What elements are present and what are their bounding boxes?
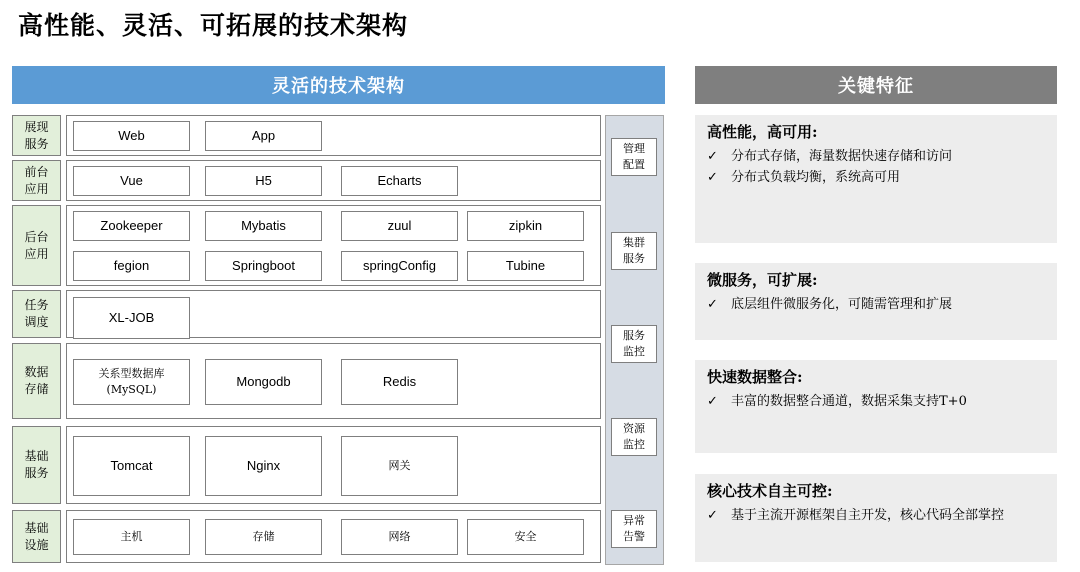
component-redis: Redis bbox=[341, 359, 458, 405]
component-storage: 存储 bbox=[205, 519, 322, 555]
check-icon: ✓ bbox=[707, 394, 718, 409]
feature-item: ✓ 分布式负载均衡，系统高可用 bbox=[707, 167, 1045, 188]
check-icon: ✓ bbox=[707, 297, 718, 312]
management-item-config: 管理配置 bbox=[611, 138, 657, 176]
component-xl-job: XL-JOB bbox=[73, 297, 190, 339]
feature-panel-performance bbox=[695, 115, 1057, 243]
component-app: App bbox=[205, 121, 322, 151]
feature-item: ✓ 基于主流开源框架自主开发，核心代码全部掌控 bbox=[707, 505, 1045, 526]
layer-label-base-services: 基础服务 bbox=[12, 426, 61, 504]
check-icon: ✓ bbox=[707, 508, 718, 523]
component-network: 网络 bbox=[341, 519, 458, 555]
feature-item: ✓ 丰富的数据整合通道，数据采集支持T+0 bbox=[707, 391, 1045, 412]
component-zuul: zuul bbox=[341, 211, 458, 241]
feature-title: 快速数据整合: bbox=[707, 368, 803, 386]
layer-label-infrastructure: 基础设施 bbox=[12, 510, 61, 563]
management-item-alert: 异常告警 bbox=[611, 510, 657, 548]
component-web: Web bbox=[73, 121, 190, 151]
feature-title: 微服务，可扩展: bbox=[707, 271, 818, 289]
architecture-header: 灵活的技术架构 bbox=[12, 66, 665, 104]
feature-panel-data-integration bbox=[695, 360, 1057, 453]
management-item-cluster: 集群服务 bbox=[611, 232, 657, 270]
feature-title: 高性能，高可用: bbox=[707, 123, 818, 141]
management-item-resource-monitor: 资源监控 bbox=[611, 418, 657, 456]
layer-label-scheduling: 任务调度 bbox=[12, 290, 61, 338]
component-zipkin: zipkin bbox=[467, 211, 584, 241]
component-zookeeper: Zookeeper bbox=[73, 211, 190, 241]
component-vue: Vue bbox=[73, 166, 190, 196]
feature-title: 核心技术自主可控: bbox=[707, 482, 833, 500]
component-springconfig: springConfig bbox=[341, 251, 458, 281]
layer-label-storage: 数据存储 bbox=[12, 343, 61, 419]
management-item-service-monitor: 服务监控 bbox=[611, 325, 657, 363]
layer-label-backend: 后台应用 bbox=[12, 205, 61, 286]
layer-label-presentation: 展现服务 bbox=[12, 115, 61, 156]
component-tomcat: Tomcat bbox=[73, 436, 190, 496]
features-header: 关键特征 bbox=[695, 66, 1057, 104]
component-echarts: Echarts bbox=[341, 166, 458, 196]
component-springboot: Springboot bbox=[205, 251, 322, 281]
feature-item: ✓ 分布式存储，海量数据快速存储和访问 bbox=[707, 146, 1045, 167]
component-tubine: Tubine bbox=[467, 251, 584, 281]
component-mybatis: Mybatis bbox=[205, 211, 322, 241]
component-mongodb: Mongodb bbox=[205, 359, 322, 405]
check-icon: ✓ bbox=[707, 170, 718, 185]
feature-item: ✓ 底层组件微服务化，可随需管理和扩展 bbox=[707, 294, 1045, 315]
feature-panel-autonomy bbox=[695, 474, 1057, 562]
layer-label-frontend: 前台应用 bbox=[12, 160, 61, 201]
component-h5: H5 bbox=[205, 166, 322, 196]
component-nginx: Nginx bbox=[205, 436, 322, 496]
component-host: 主机 bbox=[73, 519, 190, 555]
component-mysql: 关系型数据库 (MySQL) bbox=[73, 359, 190, 405]
check-icon: ✓ bbox=[707, 149, 718, 164]
page-title: 高性能、灵活、可拓展的技术架构 bbox=[18, 11, 409, 40]
feature-panel-microservices bbox=[695, 263, 1057, 340]
component-security: 安全 bbox=[467, 519, 584, 555]
component-gateway: 网关 bbox=[341, 436, 458, 496]
component-fegion: fegion bbox=[73, 251, 190, 281]
